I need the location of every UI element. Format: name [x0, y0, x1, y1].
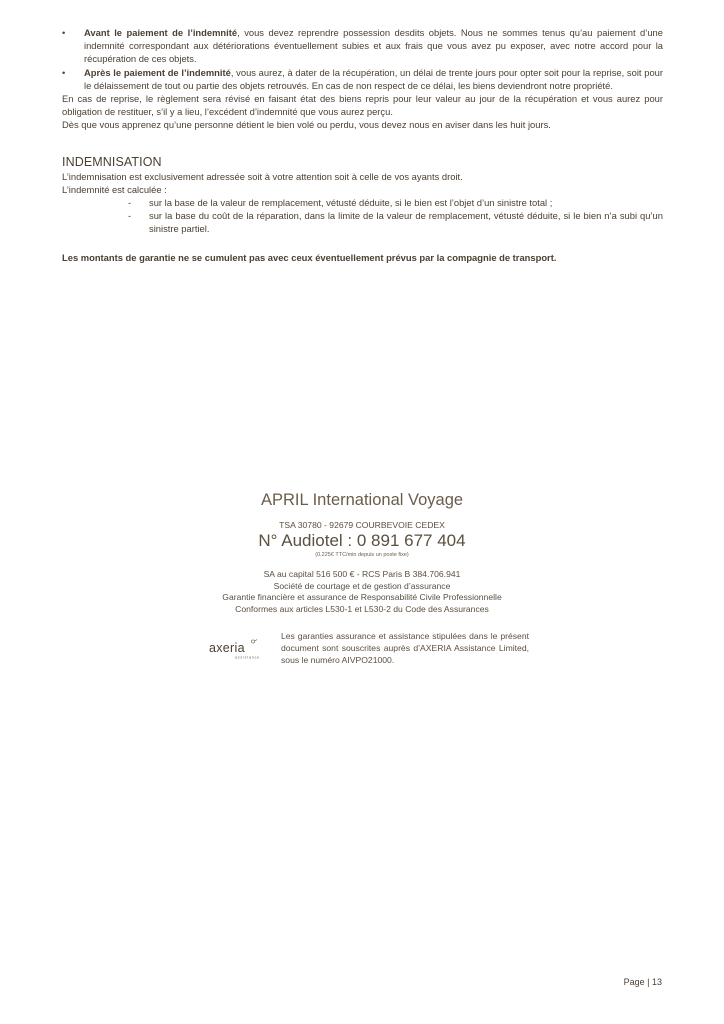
bullet-list [62, 26, 663, 92]
audiotel-price-note: (0,225€ TTC/min depuis un poste fixe) [315, 552, 409, 558]
paragraph-aviser: Dès que vous apprenez qu’une personne détient le bien volé ou perdu, vous devez nous en aviser dans les huit jours. [62, 119, 551, 131]
legal-line: Conformes aux articles L530-1 et L530-2 du Code des Assurances [235, 603, 489, 614]
dash-icon: - [128, 210, 132, 222]
axeria-logo-icon [208, 639, 264, 661]
bullet-bold-lead: Après le paiement de l’indemnité [84, 66, 231, 78]
axeria-logo-text: axeria [209, 641, 245, 655]
bullet-text: , vous devez reprendre possession desdits objets. Nous ne sommes tenus qu’au paiement d’une indemnité correspondant aux détériorations éventuellement subies et aux frais que vous avez pu exposer, avec notre accord pour la récupération de ces objets. [84, 27, 663, 65]
axeria-text: Les garanties assurance et assistance stipulées dans le présent document sont souscrites auprès d’AXERIA Assistance Limited, sous le numéro AIVPO21000. [281, 631, 529, 665]
legal-info [0, 569, 724, 615]
dash-list [62, 196, 663, 236]
company-name: APRIL International Voyage [260, 491, 464, 509]
list-item [62, 66, 663, 92]
axeria-logo [208, 639, 264, 661]
bullet-text: , vous aurez, à dater de la récupération, un délai de trente jours pour opter soit pour la reprise, soit pour le délaissement de tout ou partie des objets retrouvés. En cas de non respect de ce délai, les biens deviendront notre propriété. [84, 66, 663, 91]
company-footer [0, 489, 724, 615]
paragraph-reprise: En cas de reprise, le règlement sera révisé en faisant état des biens repris pour leur valeur au jour de la récupération et vous aurez pour obligation de restituer, s’il y a lieu, l’excédent d’indemnité que vous aurez perçu. [62, 93, 663, 118]
page-number: Page | 13 [623, 977, 662, 987]
bullet-bold-lead: Avant le paiement de l’indemnité [84, 27, 238, 38]
axeria-section [208, 631, 530, 671]
dash-icon: - [128, 197, 132, 209]
legal-line: Garantie financière et assurance de Responsabilité Civile Professionnelle [222, 592, 502, 603]
dash-item-text: sur la base du coût de la réparation, dans la limite de la valeur de remplacement, vétusté déduite, si le bien n’a subi qu’un sinistre partiel. [149, 210, 663, 235]
bullet-icon: • [62, 27, 66, 38]
list-item [62, 209, 663, 235]
indemnisation-line: L’indemnisation est exclusivement adressée soit à votre attention soit à celle de vos ayants droit. [62, 170, 463, 182]
list-item [62, 196, 663, 209]
bullet-icon: • [62, 66, 66, 78]
warning-note: Les montants de garantie ne se cumulent pas avec ceux éventuellement prévus par la compagnie de transport. [62, 251, 557, 263]
audiotel-number: N° Audiotel : 0 891 677 404 [258, 531, 466, 550]
legal-line: Société de courtage et de gestion d’assurance [273, 580, 451, 591]
company-address: TSA 30780 - 92679 COURBEVOIE CEDEX [279, 520, 445, 530]
indemnite-calculee-line: L’indemnité est calculée : [62, 183, 167, 195]
section-title-indemnisation: INDEMNISATION [62, 154, 162, 169]
list-item [62, 26, 663, 66]
document-body [62, 26, 663, 264]
dash-item-text: sur la base de la valeur de remplacement, vétusté déduite, si le bien est l’objet d’un sinistre total ; [149, 197, 553, 209]
axeria-logo-sub: assistance [235, 655, 260, 660]
legal-line: SA au capital 516 500 € - RCS Paris B 384.706.941 [263, 569, 461, 579]
